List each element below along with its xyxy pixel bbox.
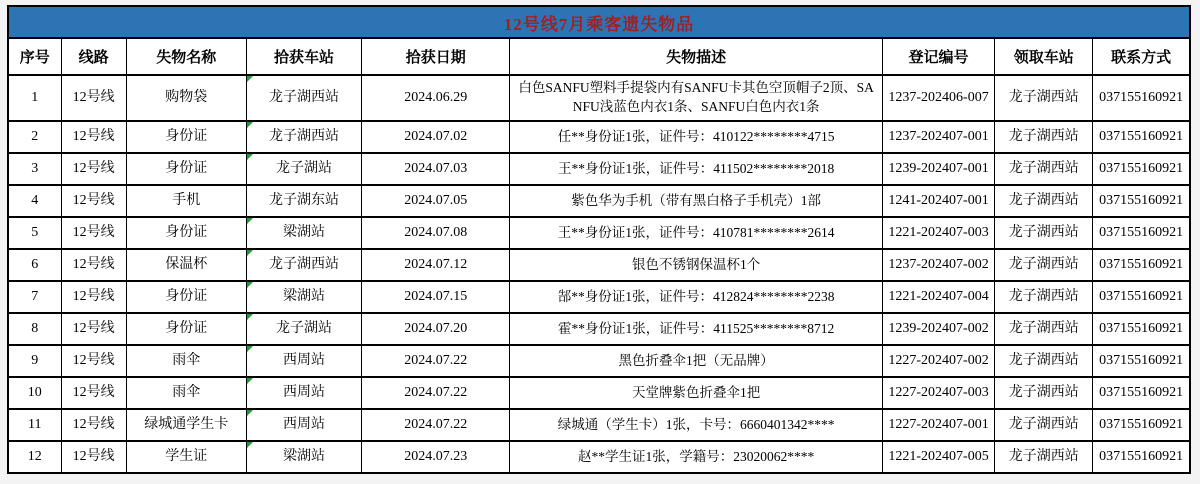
- table-row: [8, 281, 1190, 313]
- cell-index-text: 3: [31, 161, 39, 177]
- cell-contact: [1093, 153, 1190, 185]
- col-header-description: 失物描述: [510, 38, 883, 75]
- cell-index-text: 7: [31, 289, 39, 305]
- cell-contact: [1093, 281, 1190, 313]
- cell-registration-no-text: 1227-202407-002: [888, 353, 989, 369]
- cell-index-text: 2: [31, 129, 39, 145]
- cell-found-station: [246, 185, 361, 217]
- table-row: [8, 153, 1190, 185]
- cell-item-name-text: 雨伞: [172, 353, 201, 369]
- cell-index: [8, 441, 61, 473]
- cell-found-station-text: 龙子湖西站: [268, 129, 339, 145]
- cell-description: [510, 217, 883, 249]
- cell-registration-no: [882, 313, 994, 345]
- cell-description: [510, 313, 883, 345]
- col-header-contact: 联系方式: [1093, 38, 1190, 75]
- cell-index-text: 11: [28, 417, 42, 433]
- cell-line: [61, 217, 126, 249]
- table-row: [8, 249, 1190, 281]
- cell-contact: [1093, 377, 1190, 409]
- cell-item-name: [126, 409, 246, 441]
- cell-contact: [1093, 345, 1190, 377]
- cell-found-date: [362, 217, 510, 249]
- cell-found-date: [362, 441, 510, 473]
- cell-pickup-station-text: 龙子湖西站: [1008, 225, 1079, 241]
- cell-found-station-text: 梁湖站: [282, 449, 325, 465]
- cell-index: [8, 281, 61, 313]
- cell-contact: [1093, 441, 1190, 473]
- green-flag-triangle-icon: [247, 442, 253, 448]
- cell-contact: [1093, 75, 1190, 121]
- table-row: [8, 185, 1190, 217]
- cell-registration-no-text: 1239-202407-002: [888, 321, 989, 337]
- cell-pickup-station: [995, 249, 1093, 281]
- table-title: 12号线7月乘客遗失物品: [503, 14, 695, 34]
- cell-contact: [1093, 409, 1190, 441]
- cell-registration-no: [882, 409, 994, 441]
- cell-pickup-station-text: 龙子湖西站: [1008, 161, 1079, 177]
- lost-items-table: [7, 37, 1191, 474]
- table-row: [8, 441, 1190, 473]
- cell-description: [510, 345, 883, 377]
- cell-contact-text: 037155160921: [1099, 90, 1184, 106]
- cell-index-text: 10: [27, 385, 42, 401]
- cell-description: [510, 75, 883, 121]
- cell-pickup-station: [995, 185, 1093, 217]
- cell-line: [61, 153, 126, 185]
- cell-found-date: [362, 345, 510, 377]
- cell-item-name: [126, 185, 246, 217]
- cell-line: [61, 121, 126, 153]
- cell-found-date-text: 2024.07.22: [404, 353, 468, 369]
- cell-description-text: 白色SANFU塑料手提袋内有SANFU卡其色空顶帽子2顶、SANFU浅蓝色内衣1条、SANFU白色内衣1条: [518, 80, 874, 114]
- cell-found-date-text: 2024.07.20: [404, 321, 468, 337]
- cell-line: [61, 377, 126, 409]
- cell-found-station: [246, 409, 361, 441]
- cell-found-station-text: 梁湖站: [282, 289, 325, 305]
- cell-pickup-station-text: 龙子湖西站: [1008, 385, 1079, 401]
- cell-registration-no-text: 1239-202407-001: [888, 161, 989, 177]
- cell-pickup-station-text: 龙子湖西站: [1008, 417, 1079, 433]
- cell-found-date: [362, 313, 510, 345]
- cell-pickup-station: [995, 281, 1093, 313]
- cell-registration-no-text: 1227-202407-003: [888, 385, 989, 401]
- cell-line: [61, 185, 126, 217]
- cell-found-station: [246, 281, 361, 313]
- cell-index: [8, 217, 61, 249]
- cell-found-station: [246, 345, 361, 377]
- cell-index: [8, 75, 61, 121]
- cell-index-text: 9: [31, 353, 39, 369]
- cell-contact: [1093, 313, 1190, 345]
- table-row: [8, 217, 1190, 249]
- cell-found-station-text: 西周站: [282, 353, 325, 369]
- cell-contact: [1093, 185, 1190, 217]
- cell-found-station: [246, 217, 361, 249]
- cell-index: [8, 377, 61, 409]
- cell-index: [8, 409, 61, 441]
- cell-description: [510, 281, 883, 313]
- cell-found-station-text: 梁湖站: [282, 225, 325, 241]
- cell-found-station-text: 龙子湖站: [275, 321, 332, 337]
- cell-found-date-text: 2024.06.29: [404, 90, 468, 106]
- cell-item-name-text: 身份证: [165, 321, 208, 337]
- cell-contact-text: 037155160921: [1099, 353, 1184, 369]
- cell-contact-text: 037155160921: [1099, 449, 1184, 465]
- cell-description-text: 紫色华为手机（带有黑白格子手机壳）1部: [571, 192, 822, 208]
- cell-found-date: [362, 121, 510, 153]
- cell-found-date: [362, 249, 510, 281]
- table-row: [8, 345, 1190, 377]
- green-flag-triangle-icon: [247, 314, 253, 320]
- cell-line-text: 12号线: [72, 129, 115, 145]
- cell-contact-text: 037155160921: [1099, 321, 1184, 337]
- cell-registration-no: [882, 441, 994, 473]
- cell-item-name-text: 身份证: [165, 225, 208, 241]
- cell-description: [510, 441, 883, 473]
- cell-found-date-text: 2024.07.23: [404, 449, 468, 465]
- cell-found-station-text: 龙子湖东站: [268, 193, 339, 209]
- cell-found-station-text: 西周站: [282, 385, 325, 401]
- cell-item-name-text: 购物袋: [165, 90, 208, 106]
- cell-line: [61, 249, 126, 281]
- cell-contact-text: 037155160921: [1099, 417, 1184, 433]
- cell-item-name-text: 学生证: [165, 449, 208, 465]
- cell-line-text: 12号线: [72, 289, 115, 305]
- cell-line: [61, 409, 126, 441]
- table-row: [8, 313, 1190, 345]
- cell-found-date-text: 2024.07.02: [404, 129, 468, 145]
- cell-item-name: [126, 345, 246, 377]
- cell-line-text: 12号线: [72, 257, 115, 273]
- cell-line: [61, 75, 126, 121]
- table-row: [8, 409, 1190, 441]
- cell-item-name-text: 身份证: [165, 129, 208, 145]
- cell-description-text: 黑色折叠伞1把（无品牌）: [618, 352, 774, 368]
- cell-contact-text: 037155160921: [1099, 161, 1184, 177]
- cell-index: [8, 249, 61, 281]
- green-flag-triangle-icon: [247, 250, 253, 256]
- cell-index: [8, 313, 61, 345]
- cell-item-name-text: 保温杯: [165, 257, 208, 273]
- cell-index: [8, 121, 61, 153]
- cell-item-name: [126, 281, 246, 313]
- cell-registration-no: [882, 249, 994, 281]
- cell-item-name: [126, 249, 246, 281]
- table-row: [8, 75, 1190, 121]
- cell-registration-no: [882, 153, 994, 185]
- cell-registration-no-text: 1237-202407-001: [888, 129, 989, 145]
- cell-contact-text: 037155160921: [1099, 289, 1184, 305]
- cell-index-text: 8: [31, 321, 39, 337]
- col-header-index: 序号: [8, 38, 61, 75]
- cell-found-date: [362, 153, 510, 185]
- cell-description-text: 赵**学生证1张，学籍号：23020062****: [578, 448, 815, 464]
- cell-registration-no: [882, 377, 994, 409]
- cell-pickup-station: [995, 75, 1093, 121]
- cell-index-text: 12: [27, 449, 42, 465]
- cell-found-date: [362, 377, 510, 409]
- cell-line-text: 12号线: [72, 225, 115, 241]
- cell-pickup-station-text: 龙子湖西站: [1008, 193, 1079, 209]
- green-flag-triangle-icon: [247, 218, 253, 224]
- green-flag-triangle-icon: [247, 282, 253, 288]
- col-header-registration-no: 登记编号: [882, 38, 994, 75]
- cell-index: [8, 185, 61, 217]
- cell-item-name: [126, 121, 246, 153]
- cell-found-station: [246, 249, 361, 281]
- cell-line-text: 12号线: [72, 321, 115, 337]
- table-body: [8, 75, 1190, 473]
- cell-description-text: 霍**身份证1张，证件号：411525********8712: [558, 320, 835, 336]
- cell-item-name-text: 手机: [172, 193, 201, 209]
- cell-line-text: 12号线: [72, 385, 115, 401]
- cell-registration-no-text: 1237-202406-007: [888, 90, 989, 106]
- cell-pickup-station-text: 龙子湖西站: [1008, 289, 1079, 305]
- cell-found-date-text: 2024.07.12: [404, 257, 468, 273]
- cell-item-name: [126, 153, 246, 185]
- cell-registration-no-text: 1241-202407-001: [888, 193, 989, 209]
- cell-registration-no: [882, 281, 994, 313]
- green-flag-triangle-icon: [247, 122, 253, 128]
- cell-line: [61, 345, 126, 377]
- cell-description-text: 银色不锈钢保温杯1个: [632, 256, 761, 272]
- cell-index: [8, 153, 61, 185]
- cell-index-text: 5: [31, 225, 39, 241]
- cell-line-text: 12号线: [72, 193, 115, 209]
- cell-index-text: 1: [31, 90, 39, 106]
- cell-description-text: 任**身份证1张，证件号：410122********4715: [557, 128, 835, 144]
- col-header-item-name: 失物名称: [126, 38, 246, 75]
- cell-registration-no: [882, 75, 994, 121]
- cell-contact: [1093, 249, 1190, 281]
- cell-pickup-station-text: 龙子湖西站: [1008, 449, 1079, 465]
- cell-found-station-text: 龙子湖西站: [268, 257, 339, 273]
- cell-found-date-text: 2024.07.03: [404, 161, 468, 177]
- green-flag-triangle-icon: [247, 378, 253, 384]
- cell-description: [510, 249, 883, 281]
- cell-found-station: [246, 313, 361, 345]
- cell-pickup-station: [995, 121, 1093, 153]
- cell-pickup-station: [995, 377, 1093, 409]
- cell-found-date-text: 2024.07.15: [404, 289, 468, 305]
- cell-description-text: 王**身份证1张，证件号：410781********2614: [557, 224, 835, 240]
- cell-pickup-station-text: 龙子湖西站: [1008, 257, 1079, 273]
- cell-pickup-station: [995, 313, 1093, 345]
- cell-pickup-station-text: 龙子湖西站: [1008, 321, 1079, 337]
- cell-found-station: [246, 441, 361, 473]
- cell-line: [61, 281, 126, 313]
- cell-found-station-text: 西周站: [282, 417, 325, 433]
- cell-item-name-text: 身份证: [165, 289, 208, 305]
- cell-found-date: [362, 185, 510, 217]
- cell-description: [510, 409, 883, 441]
- cell-found-date: [362, 75, 510, 121]
- cell-registration-no: [882, 217, 994, 249]
- green-flag-triangle-icon: [247, 154, 253, 160]
- cell-item-name-text: 身份证: [165, 161, 208, 177]
- table-row: [8, 121, 1190, 153]
- cell-found-station: [246, 75, 361, 121]
- cell-found-date-text: 2024.07.22: [404, 417, 468, 433]
- cell-registration-no-text: 1221-202407-005: [888, 449, 989, 465]
- col-header-found-date: 拾获日期: [362, 38, 510, 75]
- cell-found-date-text: 2024.07.22: [404, 385, 468, 401]
- cell-index: [8, 345, 61, 377]
- cell-item-name: [126, 441, 246, 473]
- cell-pickup-station: [995, 153, 1093, 185]
- cell-contact-text: 037155160921: [1099, 193, 1184, 209]
- table-row: [8, 377, 1190, 409]
- cell-found-station: [246, 121, 361, 153]
- cell-pickup-station: [995, 409, 1093, 441]
- cell-description-text: 郜**身份证1张，证件号：412824********2238: [557, 288, 835, 304]
- cell-item-name: [126, 75, 246, 121]
- cell-index-text: 4: [31, 193, 39, 209]
- cell-registration-no: [882, 185, 994, 217]
- cell-pickup-station: [995, 441, 1093, 473]
- cell-index-text: 6: [31, 257, 39, 273]
- cell-description: [510, 377, 883, 409]
- cell-description-text: 绿城通（学生卡）1张，卡号：6660401342****: [557, 416, 835, 432]
- cell-found-station: [246, 377, 361, 409]
- cell-line: [61, 313, 126, 345]
- cell-line: [61, 441, 126, 473]
- cell-description: [510, 185, 883, 217]
- cell-contact-text: 037155160921: [1099, 257, 1184, 273]
- cell-registration-no: [882, 345, 994, 377]
- cell-item-name-text: 绿城通学生卡: [144, 417, 229, 433]
- cell-line-text: 12号线: [72, 353, 115, 369]
- cell-found-date: [362, 409, 510, 441]
- cell-item-name: [126, 313, 246, 345]
- cell-item-name-text: 雨伞: [172, 385, 201, 401]
- cell-found-date: [362, 281, 510, 313]
- cell-found-date-text: 2024.07.08: [404, 225, 468, 241]
- cell-contact-text: 037155160921: [1099, 225, 1184, 241]
- green-flag-triangle-icon: [247, 346, 253, 352]
- cell-line-text: 12号线: [72, 90, 115, 106]
- cell-pickup-station-text: 龙子湖西站: [1008, 90, 1079, 106]
- table-title-bar: [7, 5, 1191, 37]
- cell-line-text: 12号线: [72, 449, 115, 465]
- green-flag-triangle-icon: [247, 410, 253, 416]
- col-header-pickup-station: 领取车站: [995, 38, 1093, 75]
- cell-description-text: 王**身份证1张，证件号：411502********2018: [558, 160, 835, 176]
- cell-found-station: [246, 153, 361, 185]
- cell-found-station-text: 龙子湖站: [275, 161, 332, 177]
- cell-pickup-station-text: 龙子湖西站: [1008, 353, 1079, 369]
- cell-found-date-text: 2024.07.05: [404, 193, 468, 209]
- cell-description-text: 天堂牌紫色折叠伞1把: [632, 384, 761, 400]
- cell-found-station-text: 龙子湖西站: [268, 90, 339, 106]
- cell-contact: [1093, 217, 1190, 249]
- col-header-found-station: 拾获车站: [246, 38, 361, 75]
- cell-pickup-station: [995, 345, 1093, 377]
- col-header-line: 线路: [61, 38, 126, 75]
- cell-pickup-station-text: 龙子湖西站: [1008, 129, 1079, 145]
- header-row: [8, 38, 1190, 75]
- cell-registration-no-text: 1237-202407-002: [888, 257, 989, 273]
- green-flag-triangle-icon: [247, 76, 253, 82]
- cell-pickup-station: [995, 217, 1093, 249]
- cell-description: [510, 153, 883, 185]
- cell-registration-no-text: 1221-202407-003: [888, 225, 989, 241]
- cell-item-name: [126, 377, 246, 409]
- cell-contact-text: 037155160921: [1099, 385, 1184, 401]
- cell-contact: [1093, 121, 1190, 153]
- cell-registration-no-text: 1221-202407-004: [888, 289, 989, 305]
- cell-registration-no-text: 1227-202407-001: [888, 417, 989, 433]
- cell-item-name: [126, 217, 246, 249]
- lost-items-sheet: [7, 5, 1191, 474]
- cell-line-text: 12号线: [72, 417, 115, 433]
- cell-line-text: 12号线: [72, 161, 115, 177]
- cell-description: [510, 121, 883, 153]
- cell-contact-text: 037155160921: [1099, 129, 1184, 145]
- cell-registration-no: [882, 121, 994, 153]
